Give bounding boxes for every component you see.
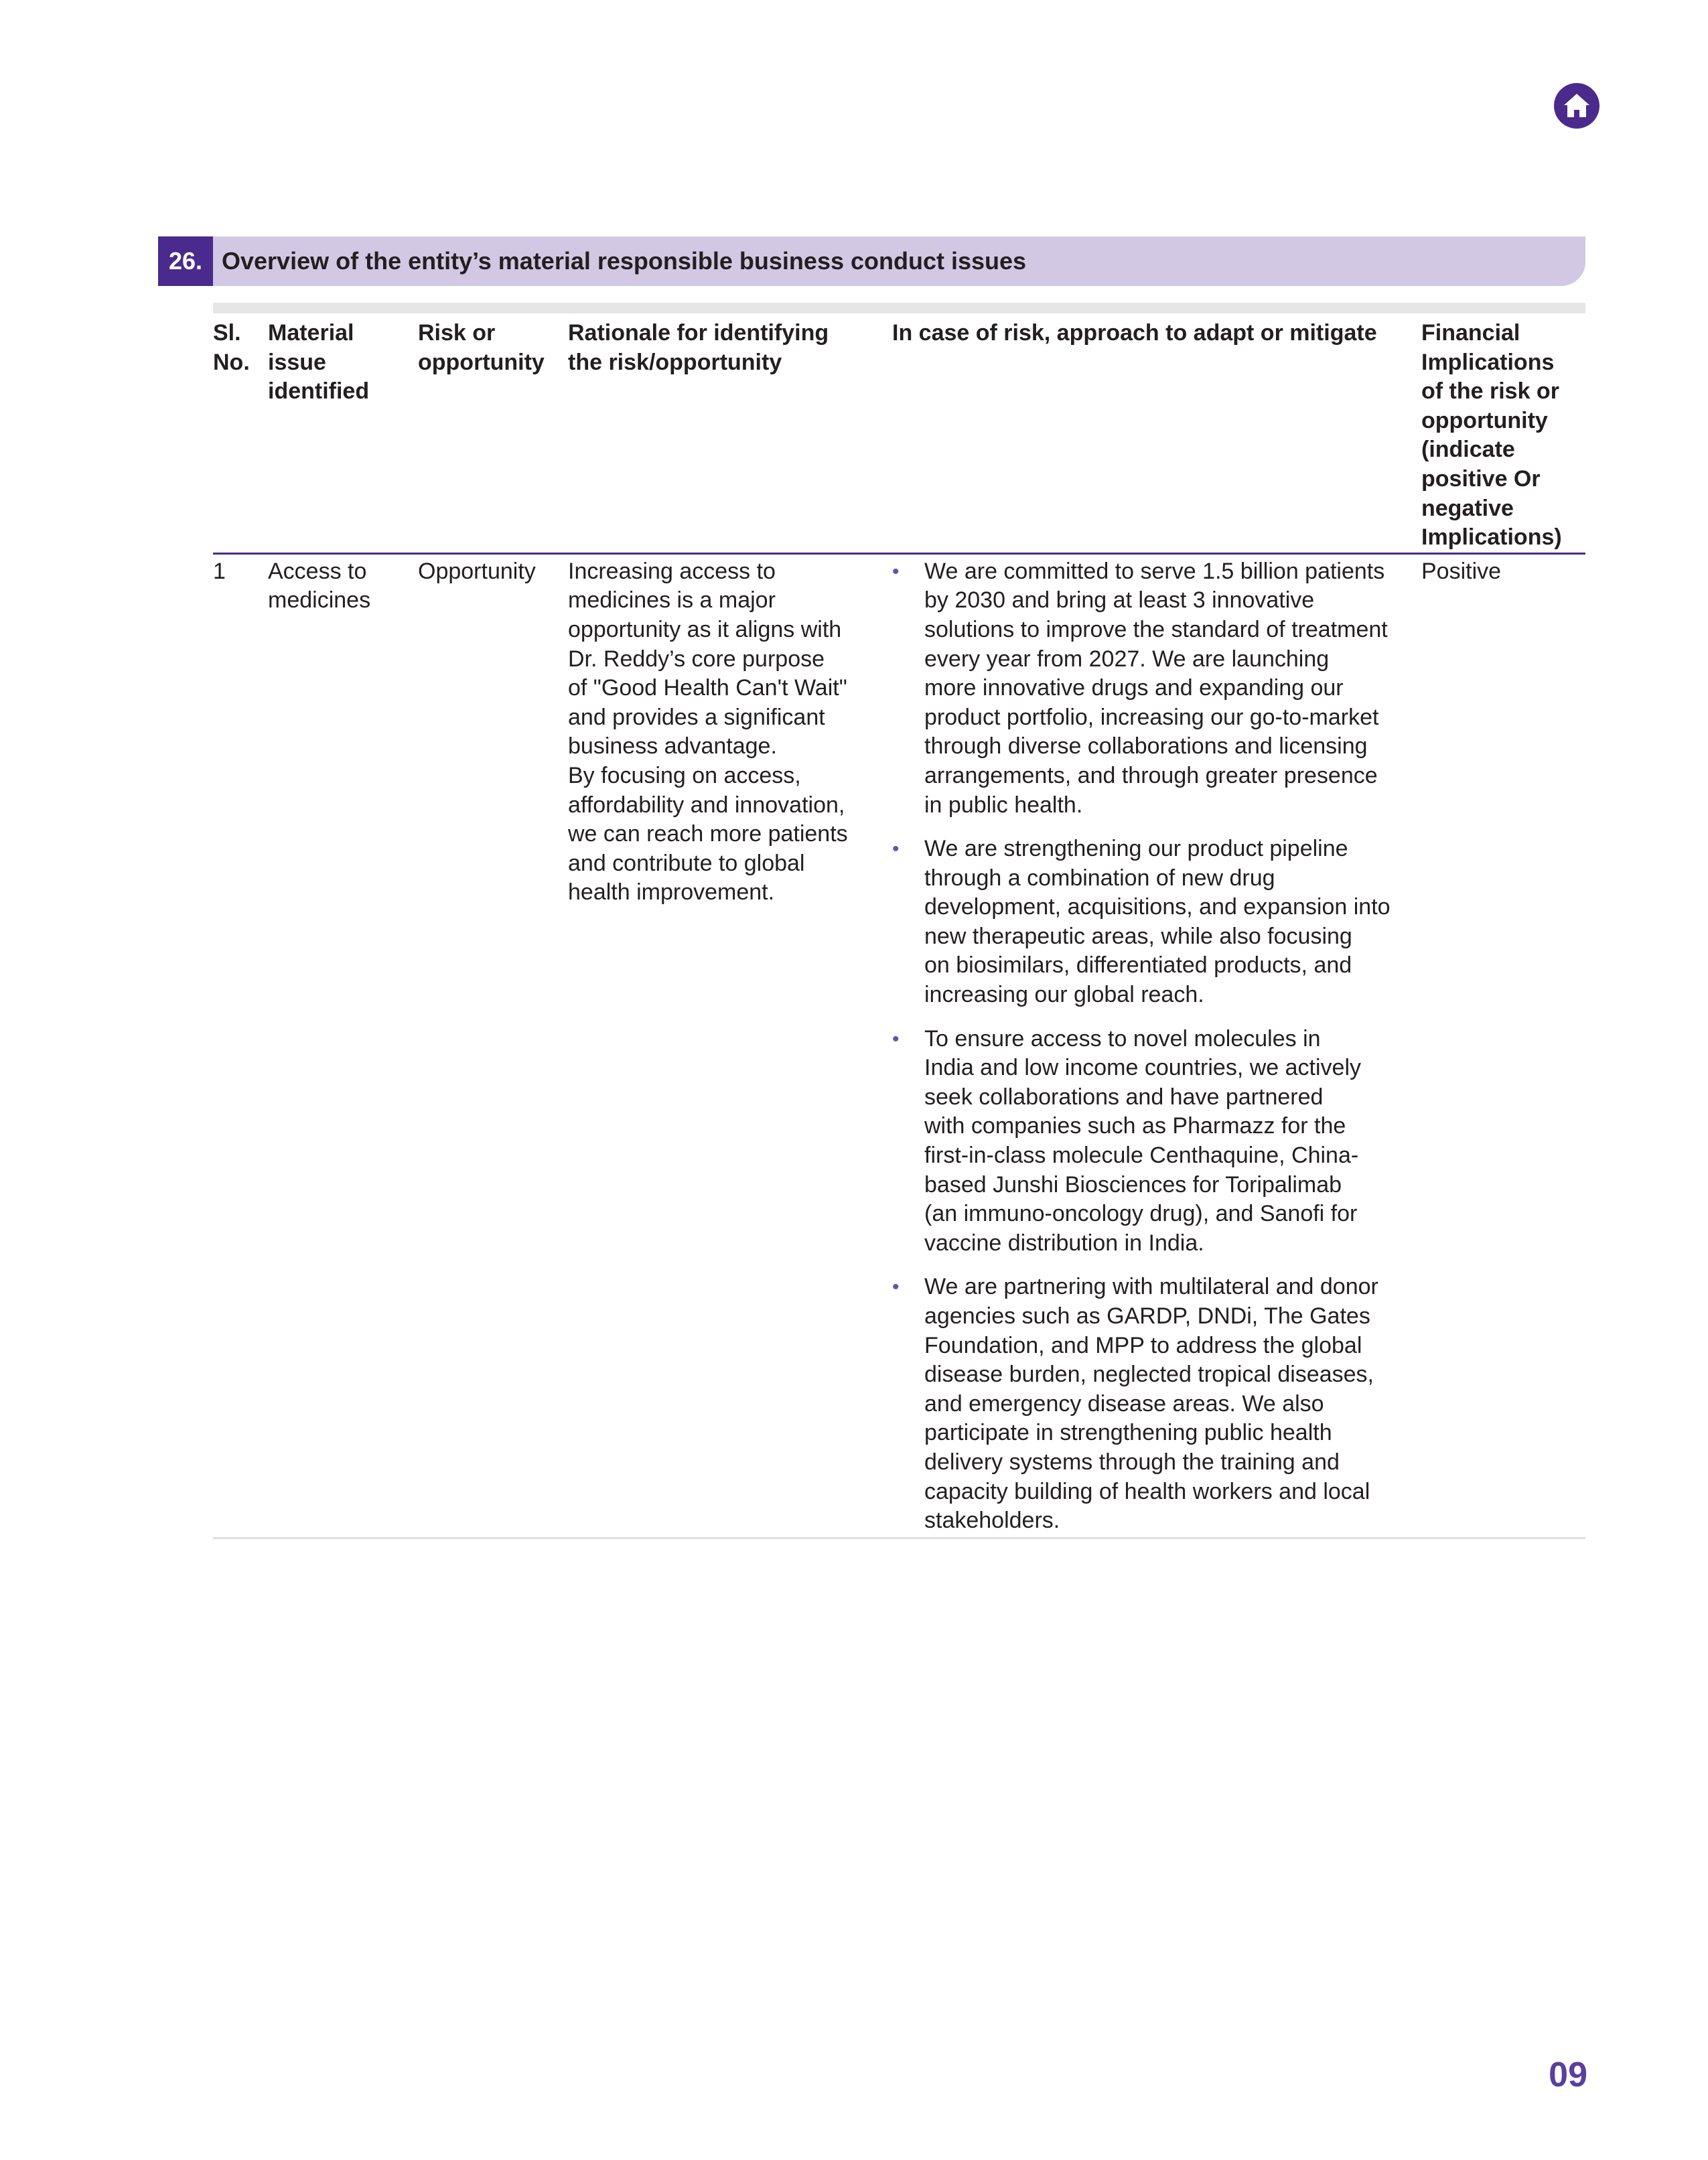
bullet-icon: • xyxy=(892,560,900,583)
material-issues-table xyxy=(213,313,1585,1539)
cell-sl-no: 1 xyxy=(213,553,268,1538)
bullet-icon: • xyxy=(892,1027,900,1050)
approach-text: We are strengthening our product pipeline through a combination of new drug development, acquisitions, and expansion into new therapeutic areas, while also focusing on biosimilars, differentiated products, and increasing our global reach. xyxy=(924,836,1391,1008)
header-sl-no: Sl. No. xyxy=(213,313,268,553)
home-icon xyxy=(1561,90,1593,122)
bullet-icon: • xyxy=(892,1276,900,1299)
list-item xyxy=(892,557,1421,820)
header-financial-implications: Financial Implications of the risk or opportunity (indicate positive Or negative Implications) xyxy=(1421,313,1585,553)
cell-approach xyxy=(892,553,1421,1538)
header-material-issue: Material issue identified xyxy=(268,313,418,553)
cell-risk-or-opportunity: Opportunity xyxy=(418,553,568,1538)
cell-financial-implication: Positive xyxy=(1421,553,1585,1538)
approach-text: We are committed to serve 1.5 billion patients by 2030 and bring at least 3 innovative solutions to improve the standard of treatment every year from 2027. We are launching more innovative drugs and expanding our product portfolio, increasing our go-to-market through diverse collaborations and licensing arrangements, and through greater presence in public health. xyxy=(924,558,1388,818)
bullet-icon: • xyxy=(892,838,900,861)
list-item xyxy=(892,835,1421,1010)
header-rationale: Rationale for identifying the risk/opportunity xyxy=(568,313,892,553)
section-title: Overview of the entity’s material responsible business conduct issues xyxy=(222,247,1027,275)
header-risk-or-opportunity: Risk or opportunity xyxy=(418,313,568,553)
list-item xyxy=(892,1273,1421,1535)
home-button[interactable] xyxy=(1554,83,1599,129)
approach-text: We are partnering with multilateral and donor agencies such as GARDP, DNDi, The Gates Foundation, and MPP to address the global disease burden, neglected tropical diseases, and emergency disease areas. We also participate in strengthening public health delivery systems through the training and capacity building of health workers and local stakeholders. xyxy=(924,1274,1378,1534)
approach-text: To ensure access to novel molecules in India and low income countries, we actively seek collaborations and have partnered with companies such as Pharmazz for the first-in-class molecule Centhaquine, China- based Junshi Biosciences for Toripalimab (an immuno-oncology drug), and Sanofi for vaccine distribution in India. xyxy=(924,1025,1361,1256)
table-row xyxy=(213,553,1585,1538)
approach-list xyxy=(892,557,1421,1536)
cell-rationale: Increasing access to medicines is a major opportunity as it aligns with Dr. Reddy’s core purpose of "Good Health Can't Wait" and provides a significant business advantage. By focusing on access, affordability and innovation, we can reach more patients and contribute to global health improvement. xyxy=(568,553,892,1538)
page-number: 09 xyxy=(1549,2056,1587,2094)
cell-material-issue: Access to medicines xyxy=(268,553,418,1538)
section-header xyxy=(158,236,1585,286)
section-number: 26. xyxy=(158,236,213,286)
list-item xyxy=(892,1025,1421,1258)
table-top-strip xyxy=(213,303,1585,313)
header-approach: In case of risk, approach to adapt or mitigate xyxy=(892,313,1421,553)
table-header-row xyxy=(213,313,1585,553)
